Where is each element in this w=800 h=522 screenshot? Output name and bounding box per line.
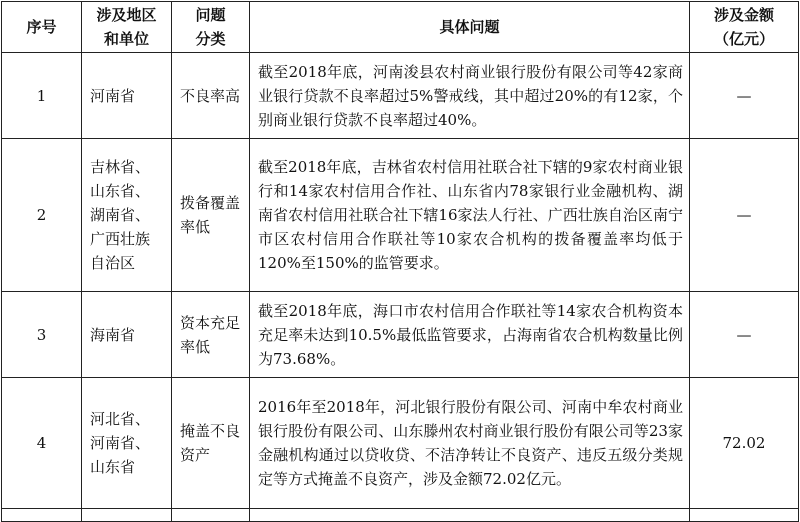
row-category [172, 509, 250, 522]
row-category: 不良率高 [172, 53, 250, 139]
table-row [2, 292, 799, 378]
row-index [2, 509, 82, 522]
row-index: 1 [2, 53, 82, 139]
header-index: 序号 [2, 2, 82, 53]
header-amount: 涉及金额 （亿元） [690, 2, 799, 53]
row-region: 海南省 [82, 292, 172, 378]
row-amount: — [690, 53, 799, 139]
audit-issues-table [1, 1, 799, 522]
row-description: 截至2018年底，河南浚县农村商业银行股份有限公司等42家商业银行贷款不良率超过5%警戒线，其中超过20%的有12家，个别商业银行贷款不良率超过40%。 [250, 53, 690, 139]
header-description: 具体问题 [250, 2, 690, 53]
row-description: 截至2018年底，海口市农村信用合作联社等14家农合机构资本充足率未达到10.5%最低监管要求，占海南省农合机构数量比例为73.68%。 [250, 292, 690, 378]
table-row [2, 378, 799, 509]
row-amount: — [690, 292, 799, 378]
row-category: 资本充足率低 [172, 292, 250, 378]
row-description: 2016年至2018年，河北银行股份有限公司、河南中牟农村商业银行股份有限公司、山东滕州农村商业银行股份有限公司等23家金融机构通过以贷收贷、不洁净转让不良资产、违反五级分类规定等方式掩盖不良资产，涉及金额72.02亿元。 [250, 378, 690, 509]
header-region: 涉及地区 和单位 [82, 2, 172, 53]
table-row-partial [2, 509, 799, 522]
table-header-row [2, 2, 799, 53]
row-region: 吉林省、山东省、湖南省、广西壮族自治区 [82, 139, 172, 292]
row-index: 2 [2, 139, 82, 292]
table-row [2, 139, 799, 292]
table-row [2, 53, 799, 139]
row-region: 河北省、河南省、山东省 [82, 378, 172, 509]
row-description [250, 509, 690, 522]
row-region: 河南省 [82, 53, 172, 139]
row-description: 截至2018年底，吉林省农村信用社联合社下辖的9家农村商业银行和14家农村信用合作社、山东省内78家银行业金融机构、湖南省农村信用社联合社下辖16家法人行社、广西壮族自治区南宁市区农村信用合作联社等10家农合机构的拨备覆盖率均低于120%至150%的监管要求。 [250, 139, 690, 292]
row-amount: — [690, 139, 799, 292]
row-index: 4 [2, 378, 82, 509]
row-region [82, 509, 172, 522]
row-amount: 72.02 [690, 378, 799, 509]
row-amount [690, 509, 799, 522]
row-index: 3 [2, 292, 82, 378]
row-category: 掩盖不良资产 [172, 378, 250, 509]
row-category: 拨备覆盖率低 [172, 139, 250, 292]
header-category: 问题 分类 [172, 2, 250, 53]
